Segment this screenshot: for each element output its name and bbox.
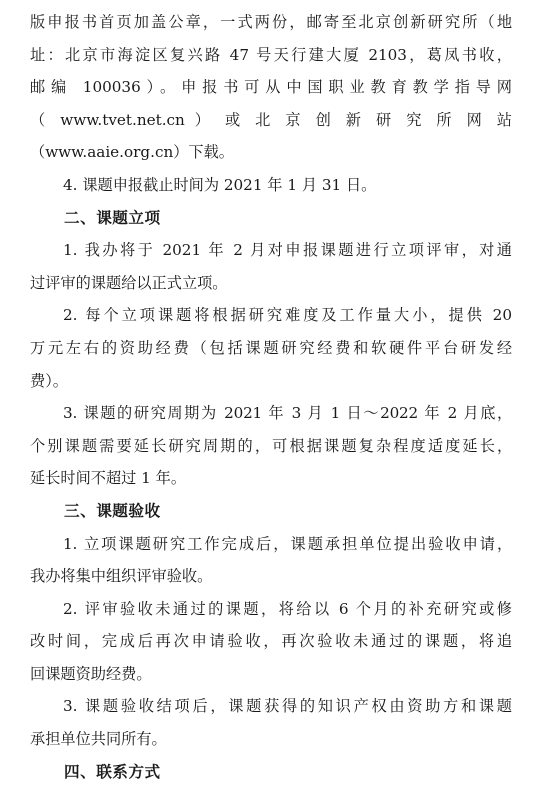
paragraph-line: （www.aaie.org.cn）下载。 bbox=[30, 143, 234, 162]
paragraph-line: 万元左右的资助经费（包括课题研究经费和软硬件平台研发经 bbox=[30, 338, 512, 357]
paragraph-line: 1. 我办将于 2021 年 2 月对申报课题进行立项评审，对通 bbox=[63, 241, 512, 260]
section-heading: 三、课题验收 bbox=[64, 501, 161, 520]
paragraph-line: 邮编 100036）。申报书可从中国职业教育教学指导网 bbox=[30, 78, 512, 97]
section-heading: 二、课题立项 bbox=[64, 208, 161, 227]
paragraph-line: 2. 每个立项课题将根据研究难度及工作量大小，提供 20 bbox=[63, 306, 512, 325]
paragraph-line: 回课题资助经费。 bbox=[30, 664, 152, 683]
paragraph-line: 延长时间不超过 1 年。 bbox=[30, 469, 187, 488]
section-heading: 四、联系方式 bbox=[64, 762, 161, 781]
paragraph-line: 2. 评审验收未通过的课题，将给以 6 个月的补充研究或修 bbox=[63, 599, 512, 618]
paragraph-line: 版申报书首页加盖公章，一式两份，邮寄至北京创新研究所（地 bbox=[30, 13, 512, 31]
paragraph-line: 费）。 bbox=[30, 371, 68, 390]
paragraph-line: 改时间，完成后再次申请验收，再次验收未通过的课题，将追 bbox=[30, 632, 512, 651]
paragraph-line: 承担单位共同所有。 bbox=[30, 730, 167, 749]
paragraph-line: 址：北京市海淀区复兴路 47 号天行建大厦 2103，葛凤书收， bbox=[30, 45, 512, 64]
paragraph-line: 我办将集中组织评审验收。 bbox=[30, 567, 213, 586]
paragraph-line: 3. 课题验收结项后，课题获得的知识产权由资助方和课题 bbox=[63, 697, 512, 716]
paragraph-line: 3. 课题的研究周期为 2021 年 3 月 1 日～2022 年 2 月底， bbox=[63, 404, 512, 423]
paragraph-line: 4. 课题申报截止时间为 2021 年 1 月 31 日。 bbox=[63, 175, 377, 194]
paragraph-line: 过评审的课题给以正式立项。 bbox=[30, 273, 228, 292]
paragraph-line: 个别课题需要延长研究周期的，可根据课题复杂程度适度延长， bbox=[30, 436, 512, 455]
paragraph-line: （ www.tvet.net.cn ） 或 北 京 创 新 研 究 所 网 站 bbox=[30, 110, 512, 129]
paragraph-line: 1. 立项课题研究工作完成后，课题承担单位提出验收申请， bbox=[63, 534, 512, 553]
